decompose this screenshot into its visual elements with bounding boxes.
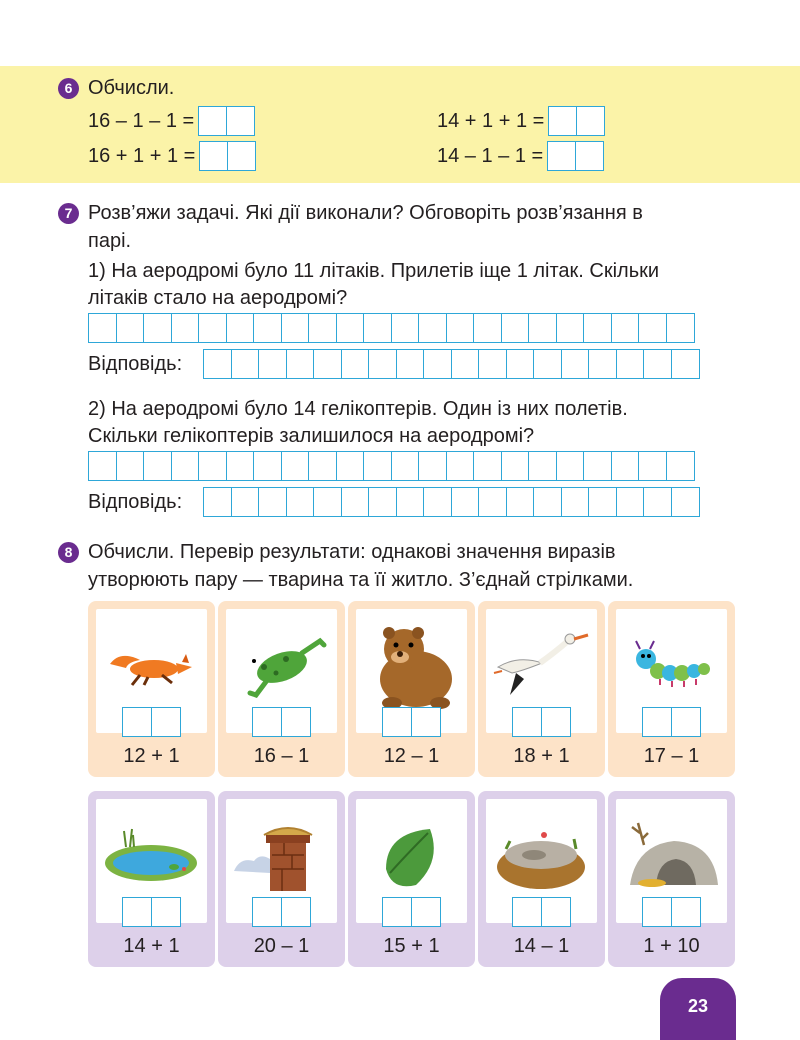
grid-cell[interactable] [446,451,475,481]
grid-cell[interactable] [203,349,232,379]
exercise-7-number: 7 [58,203,79,224]
page-number: 23 [660,978,736,1040]
grid-cell[interactable] [588,349,617,379]
answer-boxes[interactable] [548,106,605,136]
task-1-text-cont: літаків стало на аеродромі? [88,287,348,309]
grid-cell[interactable] [501,451,530,481]
exercise-8-instruction: Обчисли. Перевір результати: однакові значення виразів [88,541,616,563]
grid-cell[interactable] [286,487,315,517]
grid-cell[interactable] [253,451,282,481]
expression-text: 1 + 10 [643,935,700,957]
expression-text: 16 – 1 [253,745,310,767]
expression-row [437,106,605,136]
solution-grid[interactable] [88,451,695,481]
grid-cell[interactable] [446,313,475,343]
home-card[interactable] [218,791,345,967]
task-2-text-cont: Скільки гелікоптерів залишилося на аеродромі? [88,425,535,447]
animal-card[interactable] [348,601,475,777]
grid-cell[interactable] [341,349,370,379]
answer-boxes[interactable] [122,707,181,737]
grid-cell[interactable] [336,451,365,481]
answer-grid[interactable] [203,349,700,379]
answer-boxes[interactable] [512,707,571,737]
grid-cell[interactable] [616,349,645,379]
solution-grid[interactable] [88,313,695,343]
grid-cell[interactable] [308,451,337,481]
grid-cell[interactable] [253,313,282,343]
grid-cell[interactable] [116,451,145,481]
grid-cell[interactable] [143,451,172,481]
grid-cell[interactable] [478,487,507,517]
answer-boxes[interactable] [382,897,441,927]
grid-cell[interactable] [528,313,557,343]
home-card[interactable] [348,791,475,967]
exercise-6-number: 6 [58,78,79,99]
grid-cell[interactable] [561,349,590,379]
task-2-text: 2) На аеродромі було 14 гелікоптерів. Один із них полетів. [88,398,628,420]
expression-row [88,141,256,171]
answer-boxes[interactable] [642,897,701,927]
home-card[interactable] [88,791,215,967]
expression-text: 20 – 1 [253,935,310,957]
grid-cell[interactable] [643,349,672,379]
grid-cell[interactable] [611,451,640,481]
expression-row [88,106,255,136]
grid-cell[interactable] [231,349,260,379]
grid-cell[interactable] [588,487,617,517]
grid-cell[interactable] [363,451,392,481]
grid-cell[interactable] [391,313,420,343]
grid-cell[interactable] [533,487,562,517]
grid-cell[interactable] [533,349,562,379]
grid-cell[interactable] [473,451,502,481]
grid-cell[interactable] [171,451,200,481]
grid-cell[interactable] [666,313,695,343]
expression-text: 18 + 1 [513,745,570,767]
grid-cell[interactable] [116,313,145,343]
grid-cell[interactable] [501,313,530,343]
answer-boxes[interactable] [199,141,256,171]
grid-cell[interactable] [451,487,480,517]
grid-cell[interactable] [418,313,447,343]
exercise-6-title: Обчисли. [88,77,175,99]
grid-cell[interactable] [198,313,227,343]
grid-cell[interactable] [341,487,370,517]
home-card[interactable] [478,791,605,967]
answer-boxes[interactable] [122,897,181,927]
grid-cell[interactable] [88,451,117,481]
home-card[interactable] [608,791,735,967]
grid-cell[interactable] [336,313,365,343]
grid-cell[interactable] [666,451,695,481]
grid-cell[interactable] [171,313,200,343]
grid-cell[interactable] [583,313,612,343]
expression-text: 14 + 1 + 1 = [437,110,545,132]
grid-cell[interactable] [671,487,700,517]
grid-cell[interactable] [363,313,392,343]
answer-boxes[interactable] [547,141,604,171]
answer-boxes[interactable] [382,707,441,737]
grid-cell[interactable] [281,451,310,481]
grid-cell[interactable] [556,313,585,343]
expression-text: 12 – 1 [383,745,440,767]
grid-cell[interactable] [198,451,227,481]
grid-cell[interactable] [561,487,590,517]
grid-cell[interactable] [473,313,502,343]
answer-label: Відповідь: [88,491,183,513]
grid-cell[interactable] [451,349,480,379]
exercise-7-instruction: Розв’яжи задачі. Які дії виконали? Обговоріть розв’язання в [88,202,643,224]
answer-label: Відповідь: [88,353,183,375]
task-1-text: 1) На аеродромі було 11 літаків. Прилетів іще 1 літак. Скільки [88,260,660,282]
animal-card[interactable] [88,601,215,777]
answer-boxes[interactable] [512,897,571,927]
grid-cell[interactable] [611,313,640,343]
grid-cell[interactable] [143,313,172,343]
grid-cell[interactable] [258,349,287,379]
expression-text: 14 – 1 – 1 = [437,145,544,167]
answer-boxes[interactable] [642,707,701,737]
grid-cell[interactable] [391,451,420,481]
grid-cell[interactable] [313,349,342,379]
expression-text: 15 + 1 [383,935,440,957]
expression-row [437,141,604,171]
grid-cell[interactable] [638,451,667,481]
grid-cell[interactable] [88,313,117,343]
exercise-7-instruction-cont: парі. [88,230,132,252]
grid-cell[interactable] [396,487,425,517]
grid-cell[interactable] [286,349,315,379]
grid-cell[interactable] [258,487,287,517]
expression-text: 12 + 1 [123,745,180,767]
grid-cell[interactable] [368,487,397,517]
answer-boxes[interactable] [252,707,311,737]
animal-card[interactable] [218,601,345,777]
grid-cell[interactable] [506,349,535,379]
expression-text: 14 – 1 [513,935,570,957]
grid-cell[interactable] [423,487,452,517]
grid-cell[interactable] [643,487,672,517]
exercise-8-number: 8 [58,542,79,563]
grid-cell[interactable] [308,313,337,343]
grid-cell[interactable] [616,487,645,517]
grid-cell[interactable] [226,451,255,481]
expression-text: 17 – 1 [643,745,700,767]
grid-cell[interactable] [506,487,535,517]
expression-text: 14 + 1 [123,935,180,957]
grid-cell[interactable] [368,349,397,379]
animal-card[interactable] [608,601,735,777]
answer-grid[interactable] [203,487,700,517]
grid-cell[interactable] [281,313,310,343]
grid-cell[interactable] [583,451,612,481]
answer-boxes[interactable] [198,106,255,136]
exercise-8-instruction-cont: утворюють пару — тварина та її житло. З’єднай стрілками. [88,569,634,591]
answer-boxes[interactable] [252,897,311,927]
grid-cell[interactable] [396,349,425,379]
grid-cell[interactable] [313,487,342,517]
grid-cell[interactable] [556,451,585,481]
grid-cell[interactable] [423,349,452,379]
grid-cell[interactable] [671,349,700,379]
grid-cell[interactable] [203,487,232,517]
grid-cell[interactable] [478,349,507,379]
grid-cell[interactable] [528,451,557,481]
expression-text: 16 + 1 + 1 = [88,145,196,167]
grid-cell[interactable] [231,487,260,517]
grid-cell[interactable] [638,313,667,343]
grid-cell[interactable] [418,451,447,481]
grid-cell[interactable] [226,313,255,343]
expression-text: 16 – 1 – 1 = [88,110,195,132]
animal-card[interactable] [478,601,605,777]
